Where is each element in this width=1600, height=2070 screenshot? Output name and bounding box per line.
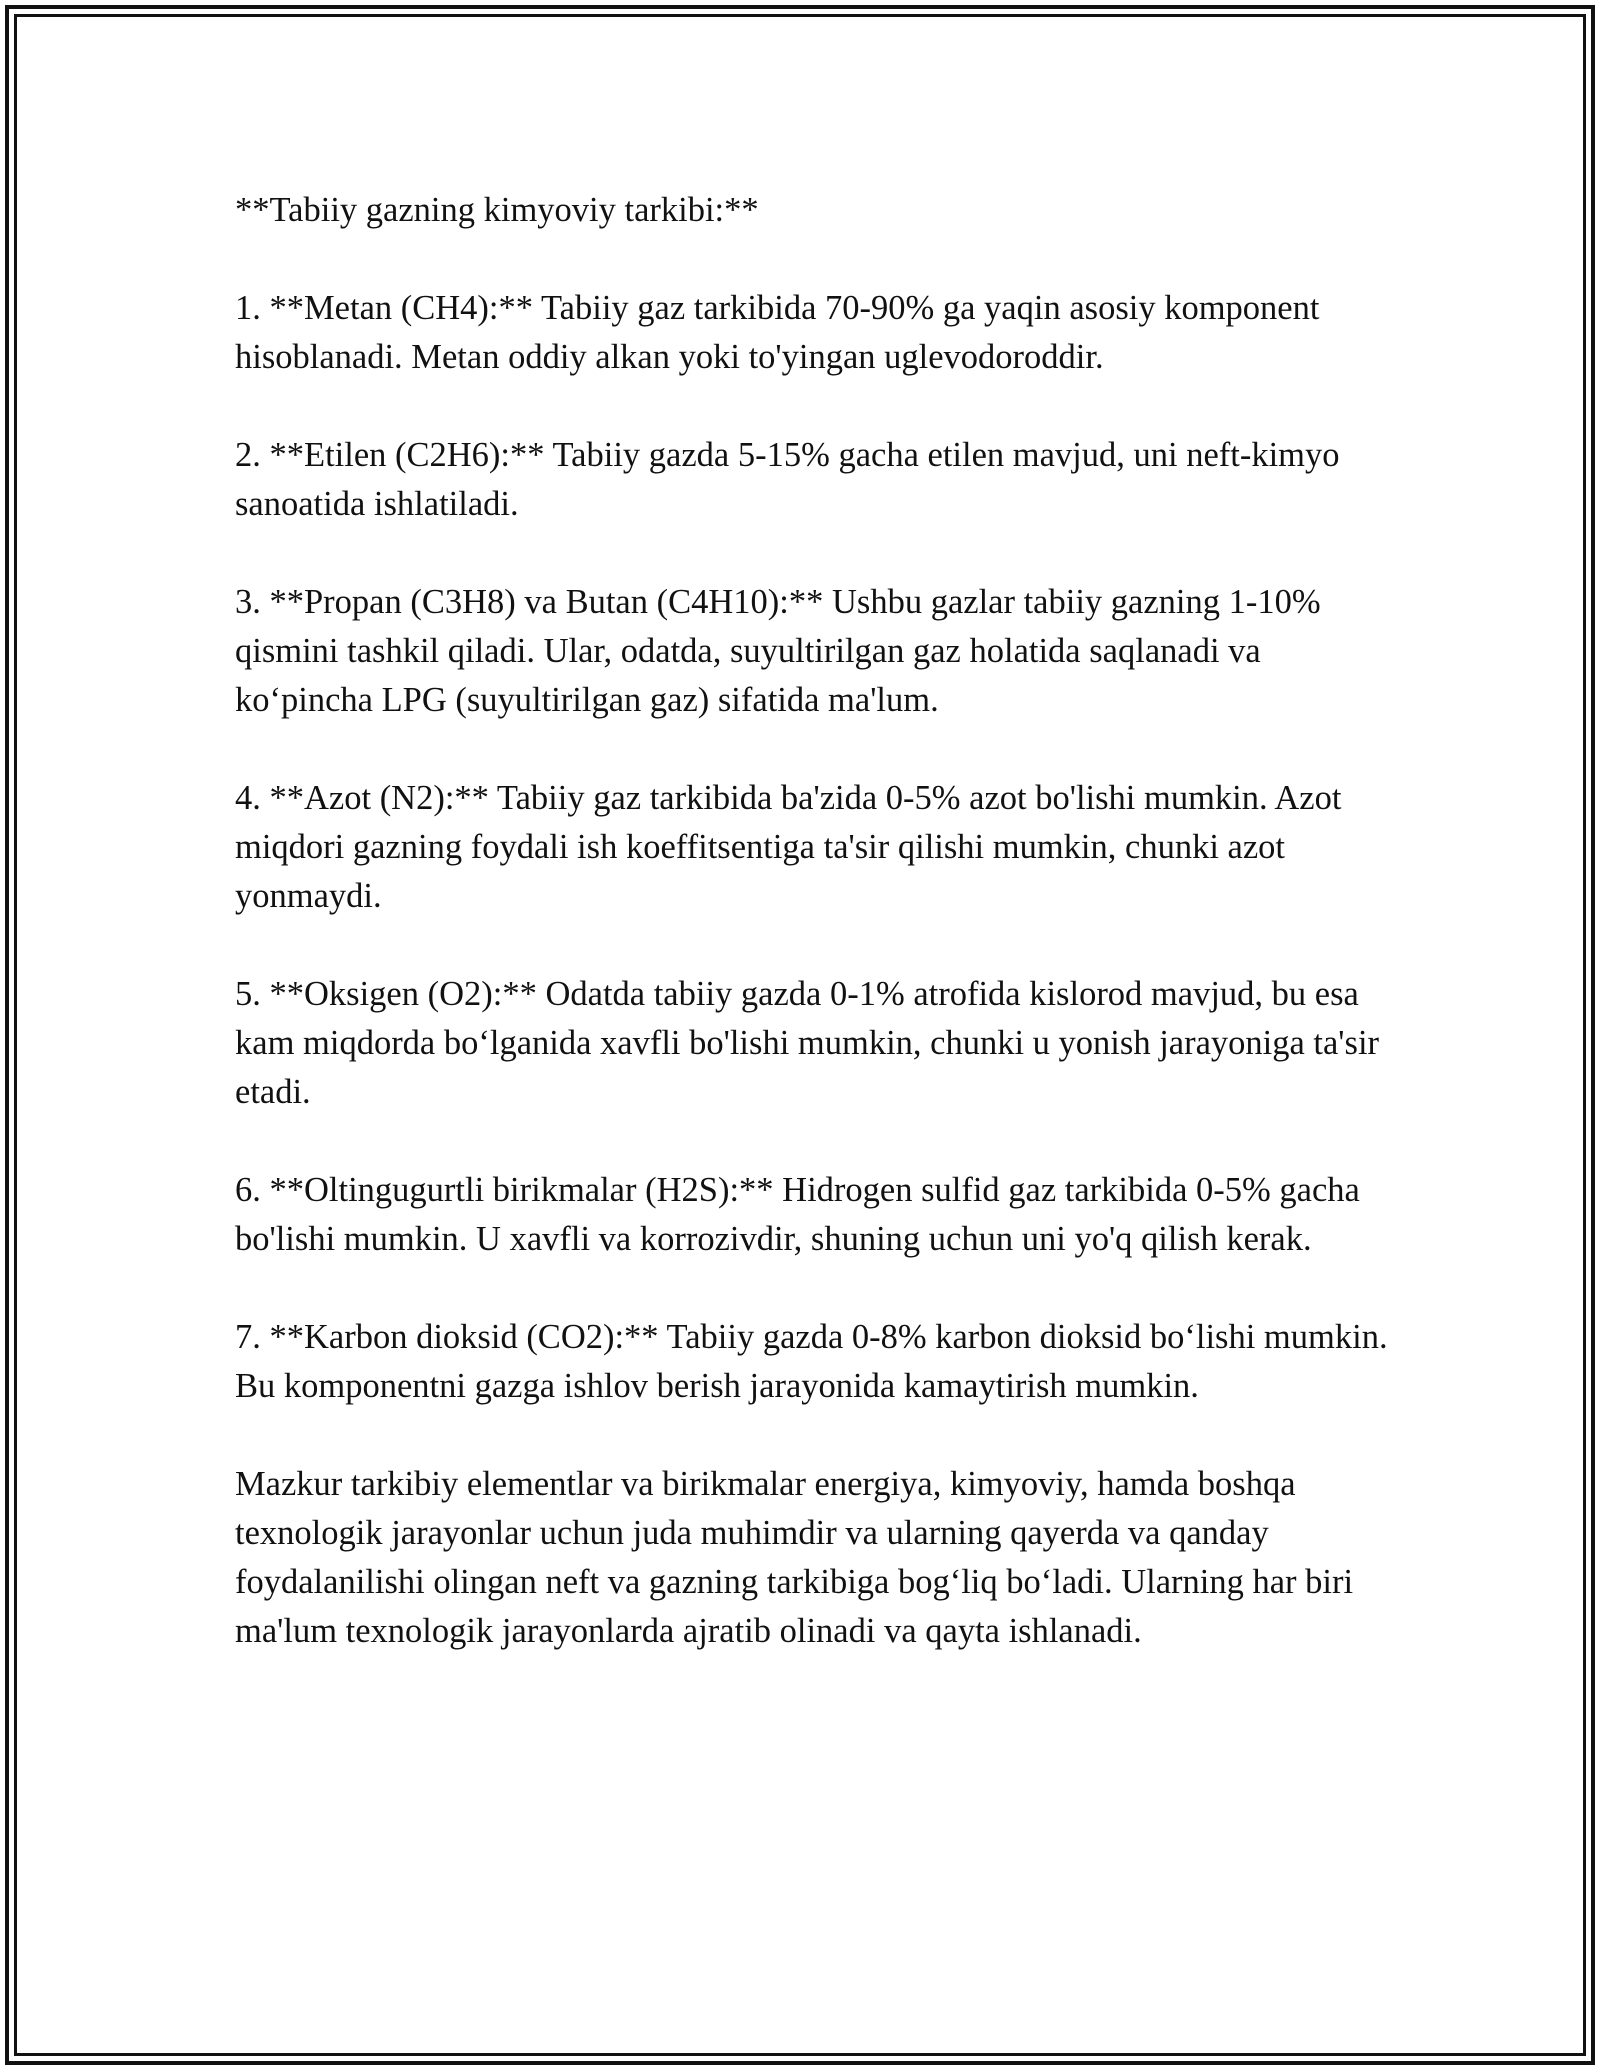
list-item-propan-butan: 3. **Propan (C3H8) va Butan (C4H10):** Ushbu gazlar tabiiy gazning 1-10% qismini tashkil qiladi. Ular, odatda, suyultirilgan gaz holatida saqlanadi va ko‘pincha LPG (suyultirilgan gaz) sifatida ma'lum. — [235, 583, 1321, 719]
document-body — [235, 186, 1395, 1656]
list-item-oltingugurt: 6. **Oltingugurtli birikmalar (H2S):** Hidrogen sulfid gaz tarkibida 0-5% gacha bo'lishi mumkin. U xavfli va korrozivdir, shuning uchun uni yo'q qilish kerak. — [235, 1171, 1360, 1258]
document-conclusion: Mazkur tarkibiy elementlar va birikmalar energiya, kimyoviy, hamda boshqa texnologik jarayonlar uchun juda muhimdir va ularning qayerda va qanday foydalanilishi olingan neft va gazning tarkibiga bog‘liq bo‘ladi. Ularning har biri ma'lum texnologik jarayonlarda ajratib olinadi va qayta ishlanadi. — [235, 1465, 1354, 1650]
list-item-oksigen: 5. **Oksigen (O2):** Odatda tabiiy gazda 0-1% atrofida kislorod mavjud, bu esa kam miqdorda bo‘lganida xavfli bo'lishi mumkin, chunki u yonish jarayoniga ta'sir etadi. — [235, 975, 1380, 1111]
list-item-karbon-dioksid: 7. **Karbon dioksid (CO2):** Tabiiy gazda 0-8% karbon dioksid bo‘lishi mumkin. Bu komponentni gazga ishlov berish jarayonida kamaytirish mumkin. — [235, 1318, 1388, 1405]
list-item-etilen: 2. **Etilen (C2H6):** Tabiiy gazda 5-15% gacha etilen mavjud, uni neft-kimyo sanoatida ishlatiladi. — [235, 436, 1340, 523]
document-heading: **Tabiiy gazning kimyoviy tarkibi:** — [235, 191, 759, 229]
list-item-metan: 1. **Metan (CH4):** Tabiiy gaz tarkibida 70-90% ga yaqin asosiy komponent hisoblanadi. Metan oddiy alkan yoki to'yingan uglevodoroddir. — [235, 289, 1320, 376]
list-item-azot: 4. **Azot (N2):** Tabiiy gaz tarkibida ba'zida 0-5% azot bo'lishi mumkin. Azot miqdori gazning foydali ish koeffitsentiga ta'sir qilishi mumkin, chunki azot yonmaydi. — [235, 779, 1342, 915]
